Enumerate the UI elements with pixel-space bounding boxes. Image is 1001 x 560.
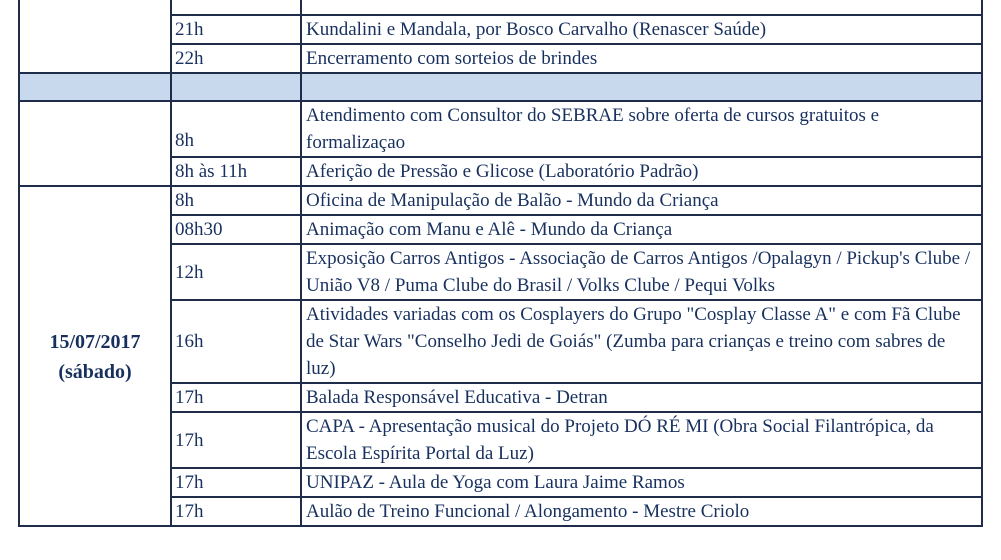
time-cell: 17h (171, 497, 301, 526)
separator-cell (19, 73, 171, 101)
activity-cell: Oficina de Manipulação de Balão - Mundo da Criança (301, 186, 982, 215)
date-cell-empty (19, 101, 171, 186)
time-cell: 21h (171, 15, 301, 44)
activity-cell: Atividades variadas com os Cosplayers do Grupo "Cosplay Classe A" e com Fã Clube de Star Wars "Conselho Jedi de Goiás" (Zumba para crianças e treino com sabres de luz) (301, 300, 982, 383)
date-text: 15/07/2017 (49, 331, 141, 353)
schedule-sheet (18, 0, 983, 527)
activity-cell: Balada Responsável Educativa - Detran (301, 383, 982, 412)
activity-cell: Aulão de Treino Funcional / Alongamento - Mestre Criolo (301, 497, 982, 526)
activity-cell: Exposição Carros Antigos - Associação de Carros Antigos /Opalagyn / Pickup's Clube / União V8 / Puma Clube do Brasil / Volks Clube / Pequi Volks (301, 244, 982, 300)
time-cell: 8h às 11h (171, 157, 301, 186)
time-cell: 8h (171, 186, 301, 215)
day-separator-row (19, 73, 982, 101)
activity-cell: UNIPAZ - Aula de Yoga com Laura Jaime Ramos (301, 468, 982, 497)
activity-cell: Kundalini e Mandala, por Bosco Carvalho (Renascer Saúde) (301, 15, 982, 44)
activity-cell: CAPA - Apresentação musical do Projeto DÓ RÉ MI (Obra Social Filantrópica, da Escola Espírita Portal da Luz) (301, 412, 982, 468)
weekday-text: (sábado) (58, 361, 132, 383)
activity-cell: Atendimento com Consultor do SEBRAE sobre oferta de cursos gratuitos e formalizaçao (301, 101, 982, 157)
activity-cell: Encerramento com sorteios de brindes (301, 44, 982, 73)
time-cell: 12h (171, 244, 301, 300)
separator-cell (171, 73, 301, 101)
time-cell: 08h30 (171, 215, 301, 244)
time-cell: 8h (171, 101, 301, 157)
date-cell-empty (19, 0, 171, 73)
time-cell: 17h (171, 412, 301, 468)
table-row (19, 101, 982, 157)
table-row (19, 186, 982, 215)
activity-cell: Aferição de Pressão e Glicose (Laboratório Padrão) (301, 157, 982, 186)
time-cell: 16h (171, 300, 301, 383)
time-cell (171, 0, 301, 15)
activity-cell (301, 0, 982, 15)
separator-cell (301, 73, 982, 101)
date-cell (19, 186, 171, 526)
schedule-table (18, 0, 983, 527)
time-cell: 17h (171, 383, 301, 412)
activity-cell: Animação com Manu e Alê - Mundo da Criança (301, 215, 982, 244)
table-row (19, 0, 982, 15)
time-cell: 22h (171, 44, 301, 73)
time-cell: 17h (171, 468, 301, 497)
